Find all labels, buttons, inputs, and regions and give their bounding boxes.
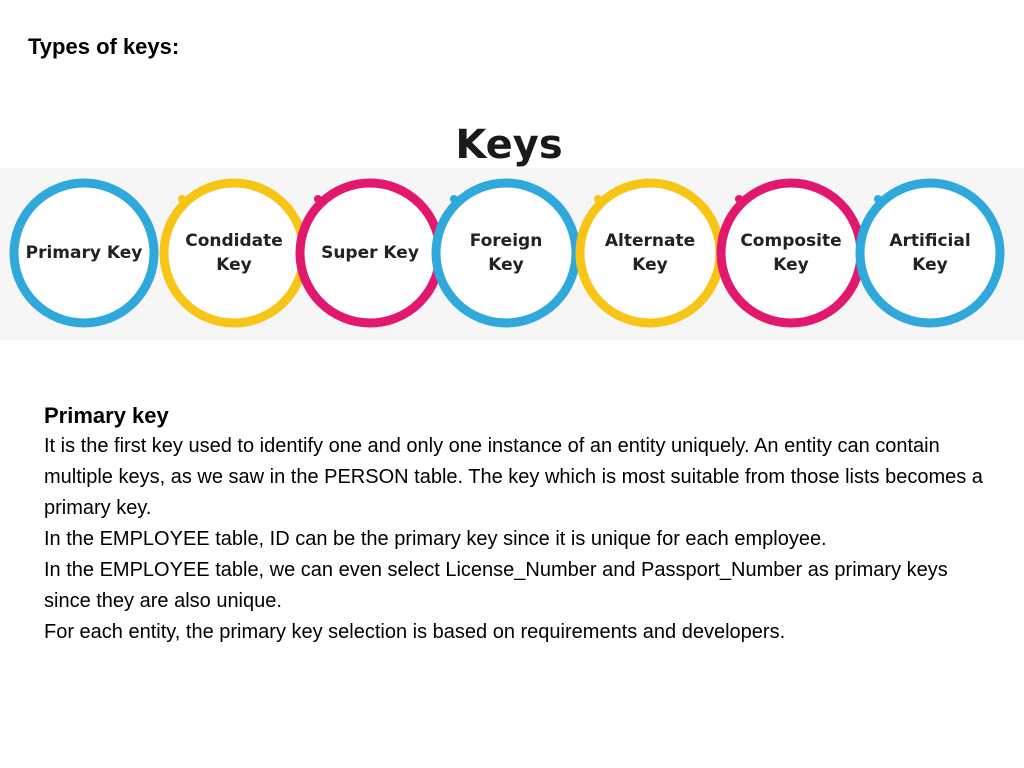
paragraph: In the EMPLOYEE table, ID can be the primary key since it is unique for each employee. bbox=[44, 528, 827, 550]
connector-dot bbox=[735, 195, 743, 203]
key-ring-label: Condidate Key bbox=[185, 231, 283, 275]
section-subheading: Primary key bbox=[44, 403, 169, 428]
key-ring-label: Alternate Key bbox=[604, 231, 696, 275]
key-ring-label: Artificial Key bbox=[889, 231, 971, 275]
slide-title: Types of keys: bbox=[28, 34, 180, 59]
connector-dot bbox=[314, 195, 322, 203]
connector-dot bbox=[594, 195, 602, 203]
paragraph: It is the first key used to identify one and only one instance of an entity uniquely. An entity can contain multiple keys, as we saw in the PERSON table. The key which is most suitable from those lists becomes a primary key. bbox=[44, 435, 983, 519]
diagram-heading-text: Keys bbox=[455, 122, 563, 168]
key-ring-label: Composite Key bbox=[740, 231, 842, 275]
key-ring-label: Primary Key bbox=[25, 243, 143, 263]
paragraph: For each entity, the primary key selection is based on requirements and developers. bbox=[44, 621, 786, 643]
paragraph: In the EMPLOYEE table, we can even select License_Number and Passport_Number as primary keys since they are also unique. bbox=[44, 559, 948, 612]
connector-dot bbox=[874, 195, 882, 203]
connector-dot bbox=[178, 195, 186, 203]
diagram-heading bbox=[0, 122, 1010, 168]
connector-dot bbox=[450, 195, 458, 203]
content-section bbox=[44, 400, 984, 648]
key-ring-label: Super Key bbox=[321, 243, 419, 263]
key-ring-label: Foreign Key bbox=[469, 231, 543, 275]
keys-diagram bbox=[0, 110, 1024, 350]
